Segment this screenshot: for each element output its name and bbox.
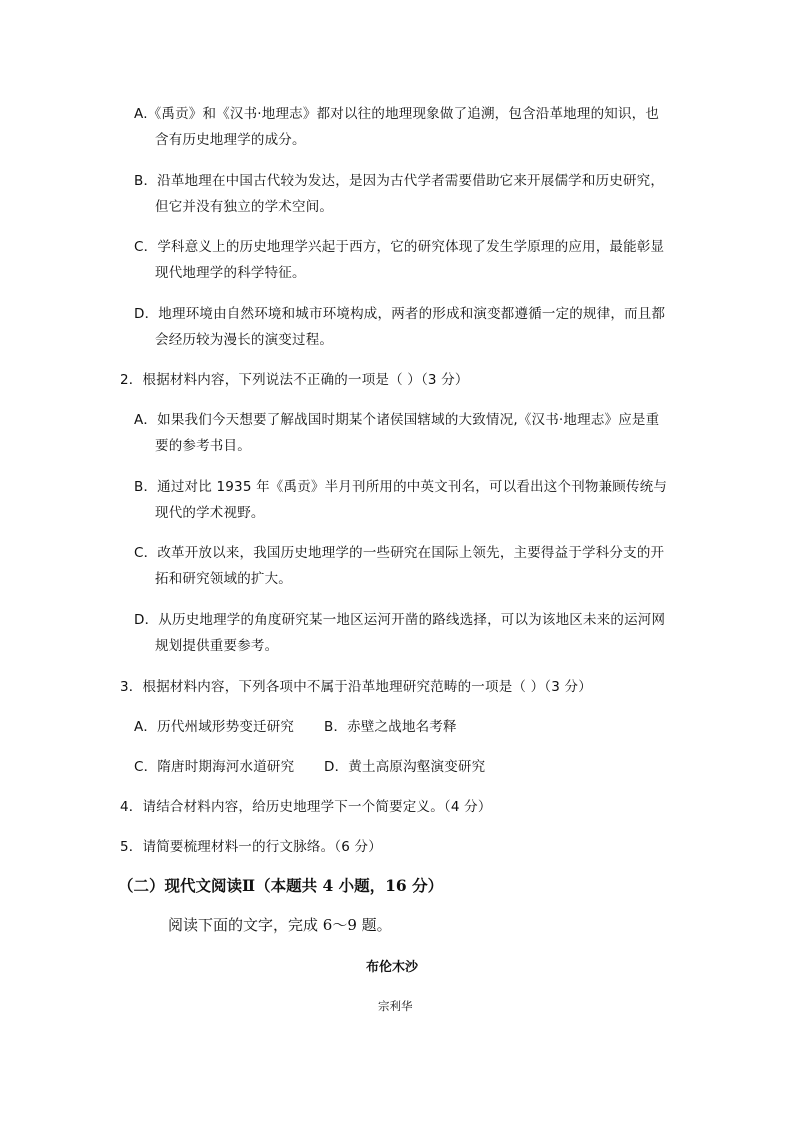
- story-title: 布伦木沙: [366, 960, 419, 975]
- q2-option-c-line2: 拓和研究领域的扩大。: [155, 571, 292, 587]
- q2-option-c-line1: C．改革开放以来，我国历史地理学的一些研究在国际上领先，主要得益于学科分支的开: [134, 545, 665, 561]
- q3-option-b: B．赤壁之战地名考释: [324, 719, 457, 735]
- q2-option-b-line1: B．通过对比 1935 年《禹贡》半月刊所用的中英文刊名，可以看出这个刊物兼顾传统与: [134, 479, 668, 495]
- q4-stem: 4．请结合材料内容，给历史地理学下一个简要定义。（4 分）: [120, 799, 492, 815]
- q3-option-d: D．黄土高原沟壑演变研究: [324, 759, 486, 775]
- q3-stem: 3．根据材料内容，下列各项中不属于沿革地理研究范畴的一项是（ ）（3 分）: [120, 679, 592, 695]
- q2-option-b-line2: 现代的学术视野。: [155, 505, 265, 521]
- q2-stem: 2．根据材料内容，下列说法不正确的一项是（ ）（3 分）: [120, 372, 469, 388]
- section-heading: （二）现代文阅读Ⅱ（本题共 4 小题，16 分）: [118, 876, 444, 895]
- q2-option-a-line1: A．如果我们今天想要了解战国时期某个诸侯国辖域的大致情况,《汉书·地理志》应是重: [134, 412, 660, 428]
- q2-option-d-line2: 规划提供重要参考。: [155, 638, 279, 654]
- q2-option-a-line2: 要的参考书目。: [155, 438, 251, 454]
- q5-stem: 5．请简要梳理材料一的行文脉络。（6 分）: [120, 839, 382, 855]
- q2-option-d-line1: D．从历史地理学的角度研究某一地区运河开凿的路线选择，可以为该地区未来的运河网: [134, 612, 666, 628]
- q1-option-b-line2: 但它并没有独立的学术空间。: [155, 199, 334, 215]
- q1-option-d-line2: 会经历较为漫长的演变过程。: [155, 332, 334, 348]
- q1-option-c-line1: C．学科意义上的历史地理学兴起于西方，它的研究体现了发生学原理的应用，最能彰显: [134, 239, 665, 255]
- q1-option-d-line1: D．地理环境由自然环境和城市环境构成，两者的形成和演变都遵循一定的规律，而且都: [134, 306, 666, 322]
- q3-option-a: A．历代州域形势变迁研究: [134, 719, 295, 735]
- q1-option-c-line2: 现代地理学的科学特征。: [155, 265, 306, 281]
- q1-option-b-line1: B．沿革地理在中国古代较为发达，是因为古代学者需要借助它来开展儒学和历史研究，: [134, 173, 665, 189]
- q1-option-a-line1: A.《禹贡》和《汉书·地理志》都对以往的地理现象做了追溯，包含沿革地理的知识，也: [134, 106, 660, 122]
- q1-option-a-line2: 含有历史地理学的成分。: [155, 132, 306, 148]
- section-intro: 阅读下面的文字，完成 6～9 题。: [168, 916, 392, 934]
- story-author: 宗利华: [378, 999, 413, 1013]
- q3-option-c: C．隋唐时期海河水道研究: [134, 759, 295, 775]
